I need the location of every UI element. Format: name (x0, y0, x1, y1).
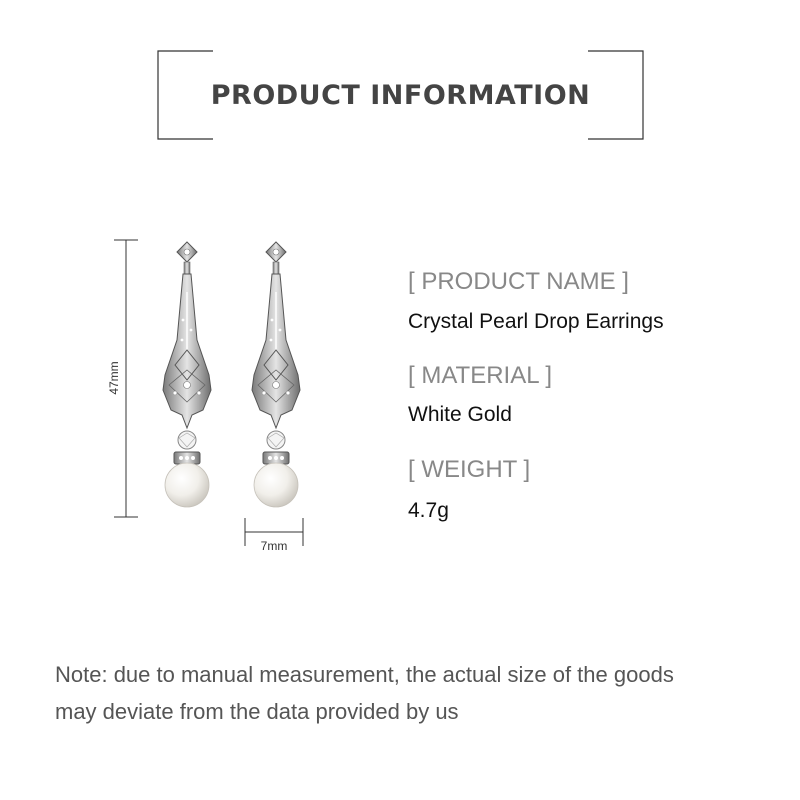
weight-value: 4.7g (408, 499, 449, 522)
width-label: 7mm (260, 539, 288, 553)
product-image (100, 230, 330, 560)
product-name-label: [ PRODUCT NAME ] (408, 268, 629, 295)
height-label: 47mm (107, 361, 121, 395)
title-frame (157, 50, 644, 140)
measurement-note (55, 656, 775, 730)
right-earring (252, 242, 300, 507)
page-title: PRODUCT INFORMATION (210, 79, 591, 111)
weight-label: [ WEIGHT ] (408, 456, 531, 483)
note-line-1: Note: due to manual measurement, the actual size of the goods (55, 662, 674, 687)
left-earring (163, 242, 211, 507)
product-name-value: Crystal Pearl Drop Earrings (408, 310, 664, 333)
material-label: [ MATERIAL ] (408, 362, 553, 389)
material-value: White Gold (408, 403, 512, 426)
note-line-2: may deviate from the data provided by us (55, 699, 459, 724)
